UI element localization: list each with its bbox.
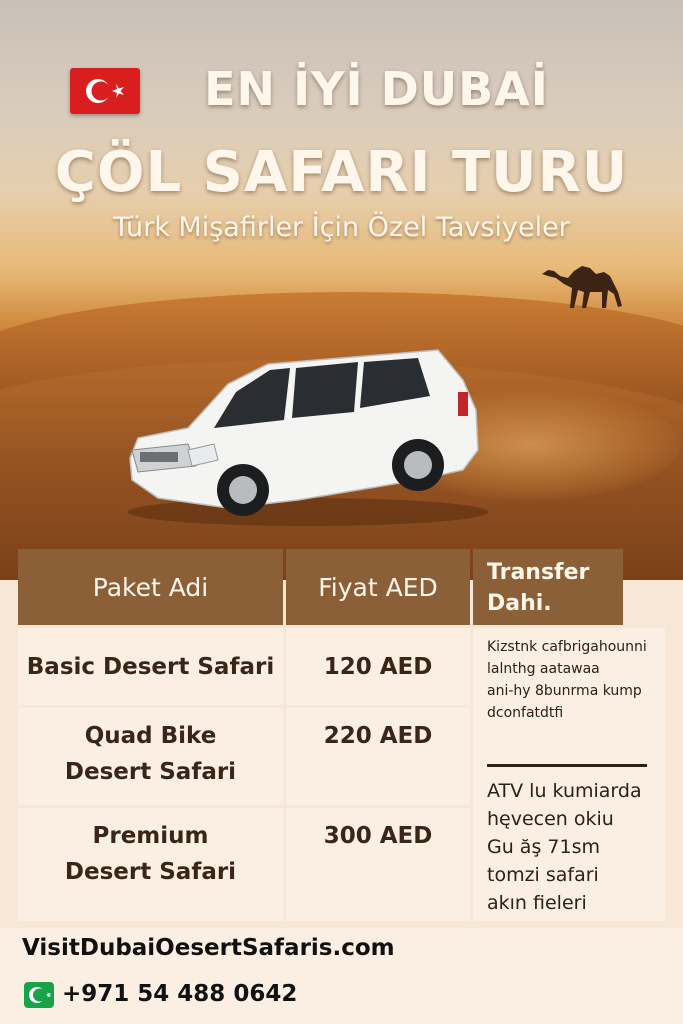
subtitle: Türk Mişafirler İçin Özel Tavsiyeler bbox=[113, 212, 570, 243]
row-1-package: Basic Desert Safari bbox=[18, 628, 283, 705]
price-table bbox=[18, 549, 665, 921]
phone-number[interactable]: +971 54 488 0642 bbox=[62, 981, 298, 1007]
header-transfer: Transfer Dahi. bbox=[473, 549, 623, 625]
website-link[interactable]: VisitDubaiOesertSafaris.com bbox=[22, 935, 395, 961]
note-big-2: hęvecen okiu bbox=[487, 808, 614, 830]
row-1-price: 120 AED bbox=[286, 628, 470, 705]
camel-icon bbox=[538, 262, 630, 314]
whatsapp-icon bbox=[24, 982, 54, 1008]
note-big-3: Gu ăş 71sm bbox=[487, 836, 600, 858]
suv-car-icon bbox=[118, 340, 488, 530]
note-small-3: ani-hy 8bunrma kump bbox=[487, 683, 642, 699]
note-small-4: dconfatdtfi bbox=[487, 705, 564, 721]
row-2-price: 220 AED bbox=[286, 708, 470, 805]
note-big-4: tomzi safari bbox=[487, 864, 599, 886]
title-line-2: ÇÖL SAFARI TURU bbox=[54, 140, 629, 205]
note-small-2: lalnthg aatawaa bbox=[487, 661, 600, 677]
transfer-notes bbox=[473, 628, 665, 921]
row-3-price: 300 AED bbox=[286, 808, 470, 921]
header-package-name: Paket Adi bbox=[18, 549, 283, 625]
note-divider bbox=[487, 764, 647, 767]
title-line-1: EN İYİ DUBAİ bbox=[204, 62, 549, 116]
header-price: Fiyat AED bbox=[286, 549, 470, 625]
note-big-1: ATV lu kumiarda bbox=[487, 780, 642, 802]
row-2-package: Quad Bike Desert Safari bbox=[18, 708, 283, 805]
row-3-package: Premium Desert Safari bbox=[18, 808, 283, 921]
note-big-5: akın fieleri bbox=[487, 892, 587, 914]
note-small-1: Kizstnk cafbrigahounni bbox=[487, 639, 647, 655]
